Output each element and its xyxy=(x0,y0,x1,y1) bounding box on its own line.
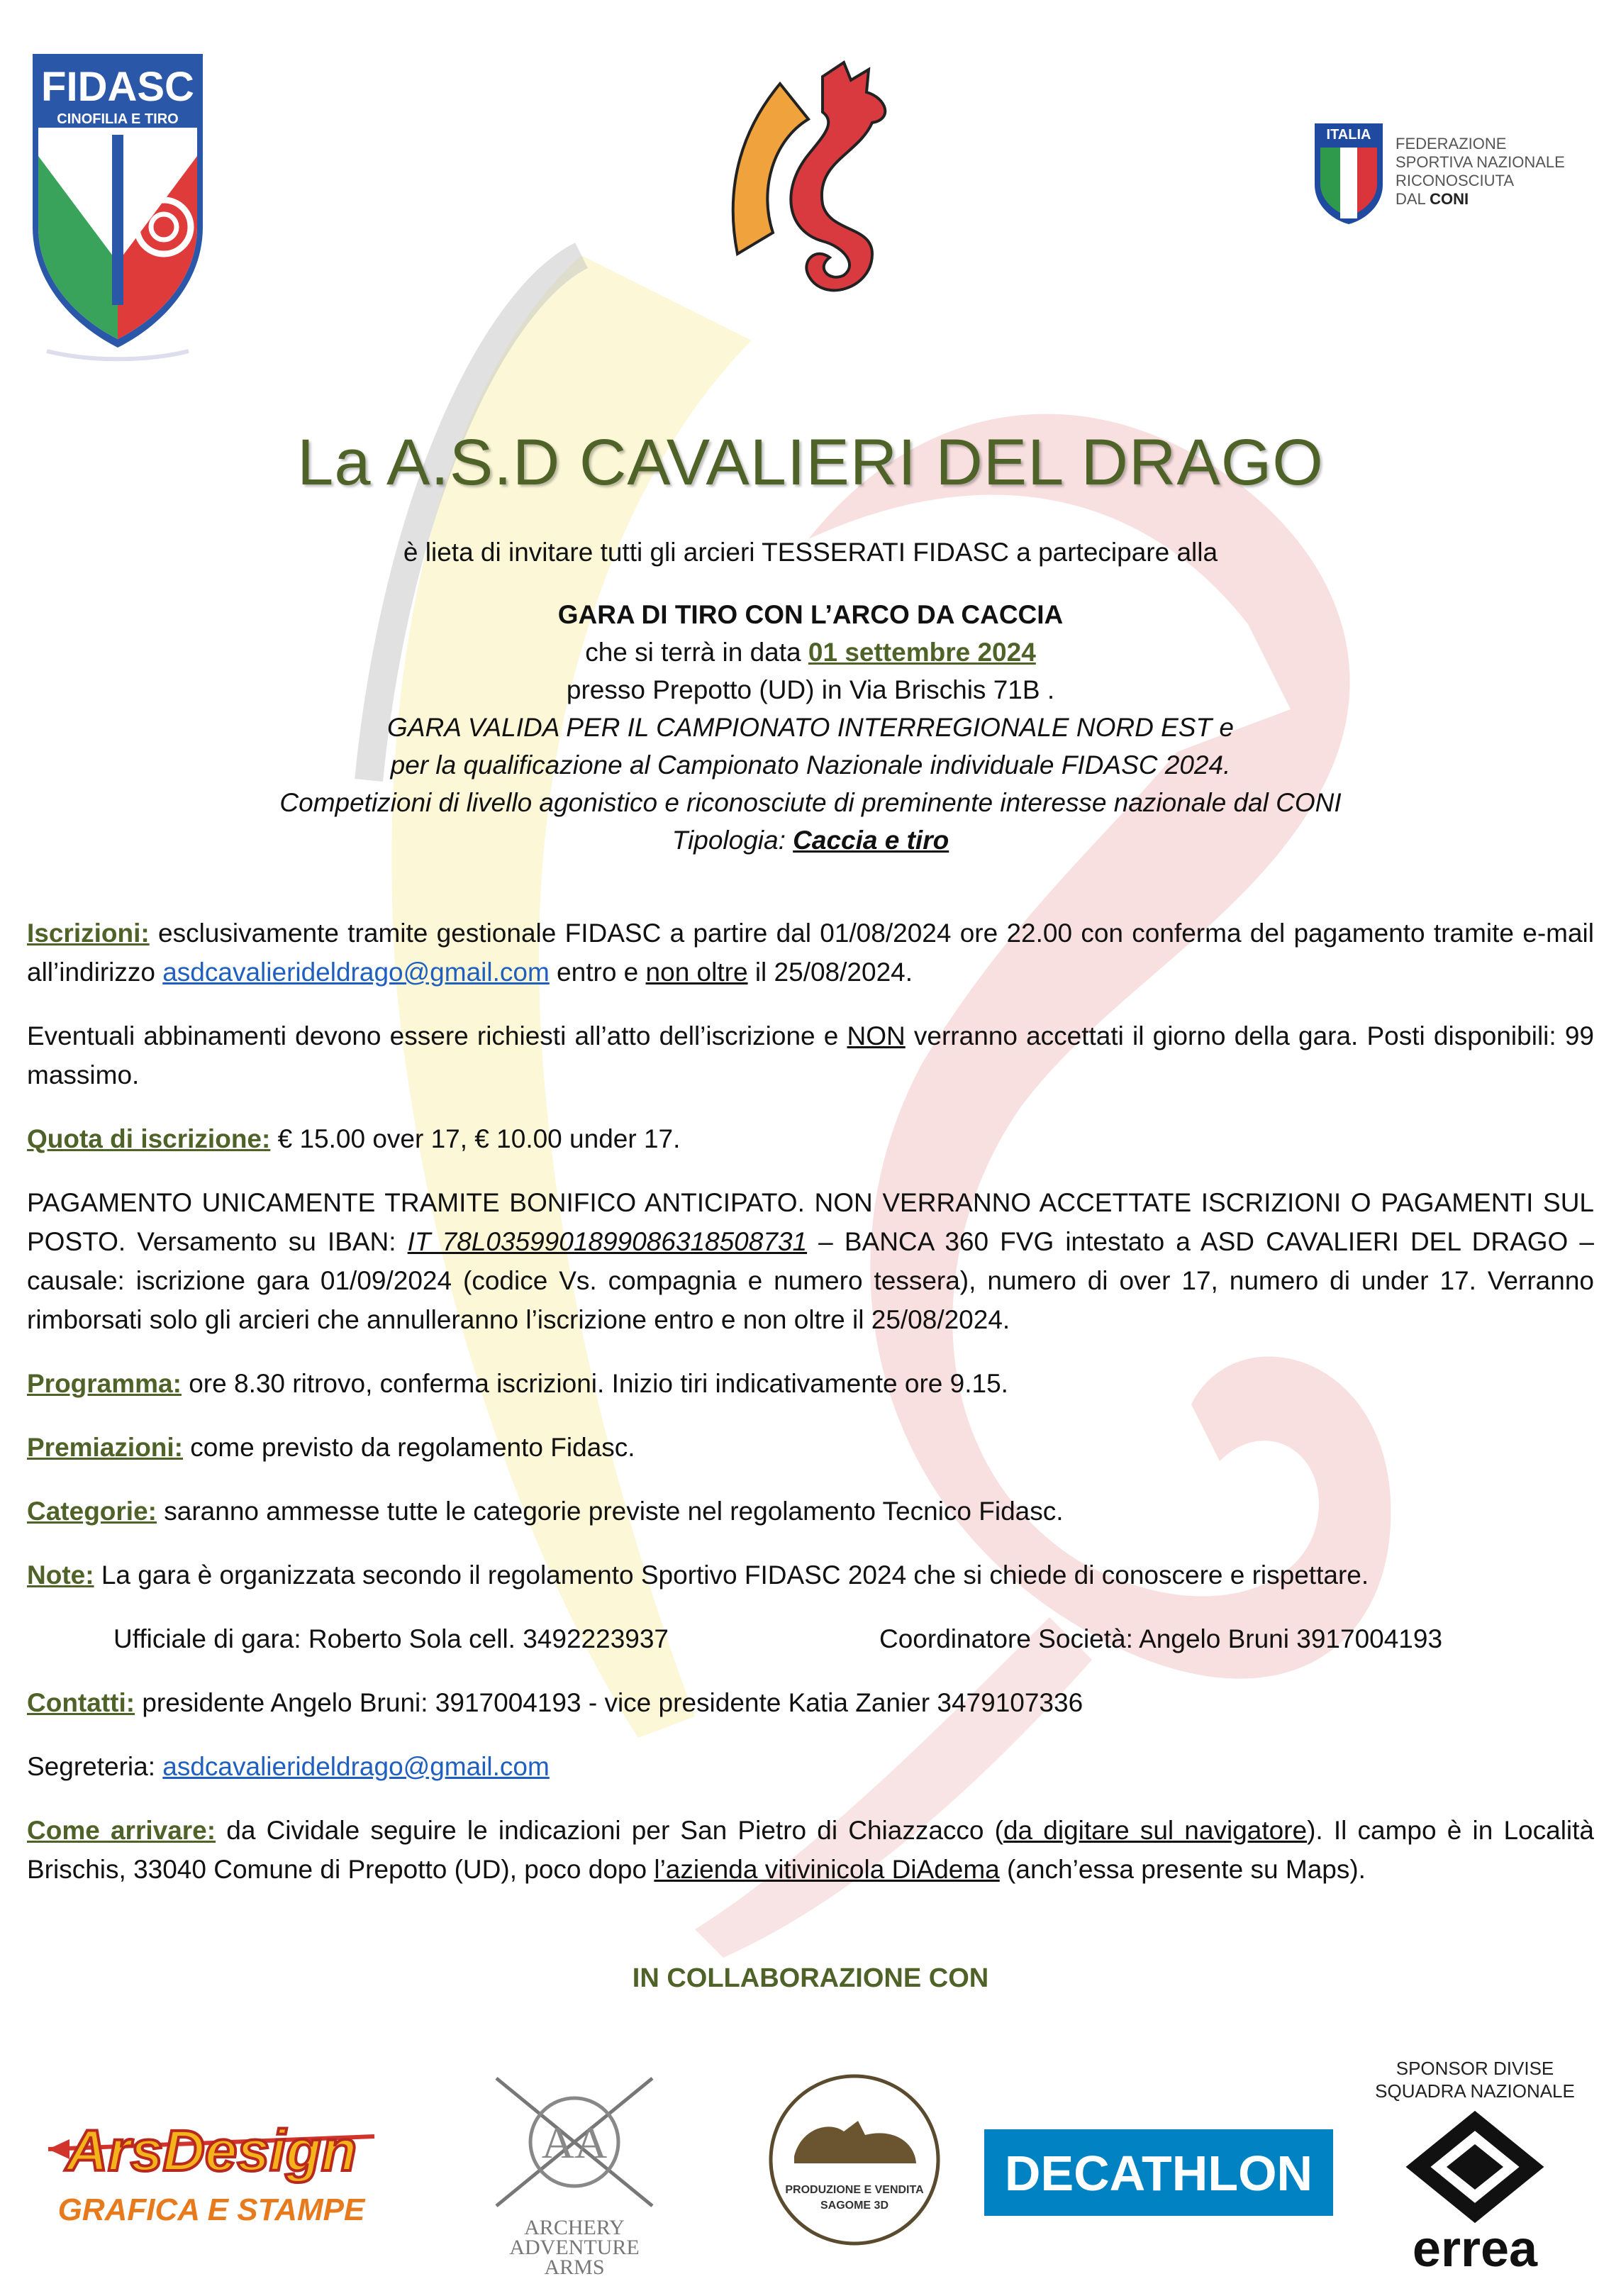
coni-line3: RICONOSCIUTA xyxy=(1396,172,1515,189)
section-quota: Quota di iscrizione: € 15.00 over 17, € 10.00 under 17. xyxy=(27,1124,681,1153)
arsdesign-name: ArsDesign xyxy=(65,2119,357,2183)
coni-line1: FEDERAZIONE xyxy=(1396,135,1507,152)
svg-text:AA: AA xyxy=(541,2117,608,2168)
section-categorie: Categorie: saranno ammesse tutte le categorie previste nel regolamento Tecnico Fidasc. xyxy=(27,1497,1064,1526)
coni-line4: DAL CONI xyxy=(1396,190,1469,208)
event-block xyxy=(0,596,1621,859)
archery-adventure-arms-logo xyxy=(475,2043,674,2277)
label-come-arrivare: Come arrivare: xyxy=(27,1816,216,1845)
animal-logo xyxy=(766,2071,943,2248)
event-date: 01 settembre 2024 xyxy=(808,638,1036,667)
ufficiale-gara: Ufficiale di gara: Roberto Sola cell. 3492223937 xyxy=(113,1624,669,1653)
section-officials xyxy=(27,1619,1594,1658)
arsdesign-logo xyxy=(41,2092,381,2234)
valid-line-2: per la qualificazione al Campionato Nazionale individuale FIDASC 2024. xyxy=(390,750,1231,780)
coni-recognition: Competizioni di livello agonistico e riconosciute di preminente interesse nazionale dal CONI xyxy=(279,788,1342,817)
archery-line2: ADVENTURE xyxy=(509,2236,640,2259)
section-abbinamenti: Eventuali abbinamenti devono essere richiesti all’atto dell’iscrizione e NON verranno accettati il giorno della gara. Posti disponibili: 99 massimo. xyxy=(27,1021,1594,1089)
section-premiazioni: Premiazioni: come previsto da regolamento Fidasc. xyxy=(27,1433,635,1462)
label-categorie: Categorie: xyxy=(27,1497,157,1526)
fidasc-logo xyxy=(26,50,210,362)
decathlon-name: DECATHLON xyxy=(1004,2146,1313,2201)
animal-line2: SAGOME 3D xyxy=(820,2200,889,2212)
section-note: Note: La gara è organizzata secondo il regolamento Sportivo FIDASC 2024 che si chiede di conoscere e rispettare. xyxy=(27,1560,1369,1590)
archery-line3: ARMS xyxy=(544,2256,605,2277)
coni-line2: SPORTIVA NAZIONALE xyxy=(1396,153,1565,171)
email-link[interactable]: asdcavalierideldrago@gmail.com xyxy=(162,958,550,987)
decathlon-logo xyxy=(984,2129,1333,2216)
valid-line-1: GARA VALIDA PER IL CAMPIONATO INTERREGIONALE NORD EST e xyxy=(387,713,1234,742)
section-contatti: Contatti: presidente Angelo Bruni: 3917004193 - vice presidente Katia Zanier 3479107336 xyxy=(27,1688,1084,1717)
errea-top1: SPONSOR DIVISE xyxy=(1396,2058,1554,2079)
section-come-arrivare: Come arrivare: da Cividale seguire le indicazioni per San Pietro di Chiazzacco (da digitare sul navigatore). Il campo è in Località Brischis, 33040 Comune di Prepotto (UD), poco dopo l’azienda vitivinicola DiAdema (anch’essa presente su Maps). xyxy=(27,1816,1594,1884)
dragon-logo xyxy=(702,55,901,325)
segreteria-email-link[interactable]: asdcavalierideldrago@gmail.com xyxy=(162,1752,550,1781)
event-place: presso Prepotto (UD) in Via Brischis 71B . xyxy=(566,675,1055,704)
label-note: Note: xyxy=(27,1560,94,1590)
event-type: Tipologia: Caccia e tiro xyxy=(672,826,949,855)
label-quota: Quota di iscrizione: xyxy=(27,1124,271,1153)
animal-line1: PRODUZIONE E VENDITA xyxy=(785,2184,924,2196)
label-contatti: Contatti: xyxy=(27,1688,135,1717)
errea-name: errea xyxy=(1412,2221,1538,2273)
label-programma: Programma: xyxy=(27,1369,182,1398)
coni-logo xyxy=(1312,121,1567,227)
coni-badge: ITALIA xyxy=(1326,127,1371,143)
archery-line1: ARCHERY xyxy=(524,2216,625,2239)
section-iscrizioni: Iscrizioni: esclusivamente tramite gestionale FIDASC a partire dal 01/08/2024 ore 22.00 con conferma del pagamento tramite e-mail all’indirizzo asdcavalierideldrago@gmail.com entro e non oltre il 25/08/2024. xyxy=(27,919,1594,987)
errea-logo xyxy=(1361,2053,1588,2273)
section-segreteria: Segreteria: asdcavalierideldrago@gmail.com xyxy=(27,1752,550,1781)
collab-heading: IN COLLABORAZIONE CON xyxy=(632,1963,989,1993)
page-title: La A.S.D CAVALIERI DEL DRAGO xyxy=(297,426,1324,499)
arsdesign-tagline: GRAFICA E STAMPE xyxy=(57,2192,365,2227)
coordinatore: Coordinatore Società: Angelo Bruni 3917004193 xyxy=(879,1624,1443,1653)
invite-block xyxy=(0,533,1621,571)
animal-name: ANIMAL xyxy=(796,2135,913,2168)
event-name: GARA DI TIRO CON L’ARCO DA CACCIA xyxy=(557,600,1064,629)
info-sections xyxy=(27,914,1594,1914)
fidasc-band: CINOFILIA E TIRO xyxy=(57,111,179,127)
iban: IT 78L0359901899086318508731 xyxy=(407,1227,808,1256)
errea-top2: SQUADRA NAZIONALE xyxy=(1375,2080,1575,2102)
invite-text: è lieta di invitare tutti gli arcieri TESSERATI FIDASC a partecipare alla xyxy=(403,538,1218,567)
section-pagamento: PAGAMENTO UNICAMENTE TRAMITE BONIFICO ANTICIPATO. NON VERRANNO ACCETTATE ISCRIZIONI O PAGAMENTI SUL POSTO. Versamento su IBAN: IT 78L0359901899086318508731 – BANCA 360 FVG intestato a ASD CAVALIERI DEL DRAGO – causale: iscrizione gara 01/09/2024 (codice Vs. compagnia e numero tessera), numero di over 17, numero di under 17. Verranno rimborsati solo gli arcieri che annulleranno l’iscrizione entro e non oltre il 25/08/2024. xyxy=(27,1188,1594,1334)
event-date-line: che si terrà in data 01 settembre 2024 xyxy=(585,638,1036,667)
fidasc-title: FIDASC xyxy=(41,64,194,110)
label-premiazioni: Premiazioni: xyxy=(27,1433,183,1462)
section-programma: Programma: ore 8.30 ritrovo, conferma iscrizioni. Inizio tiri indicativamente ore 9.15. xyxy=(27,1369,1008,1398)
label-iscrizioni: Iscrizioni: xyxy=(27,919,150,948)
